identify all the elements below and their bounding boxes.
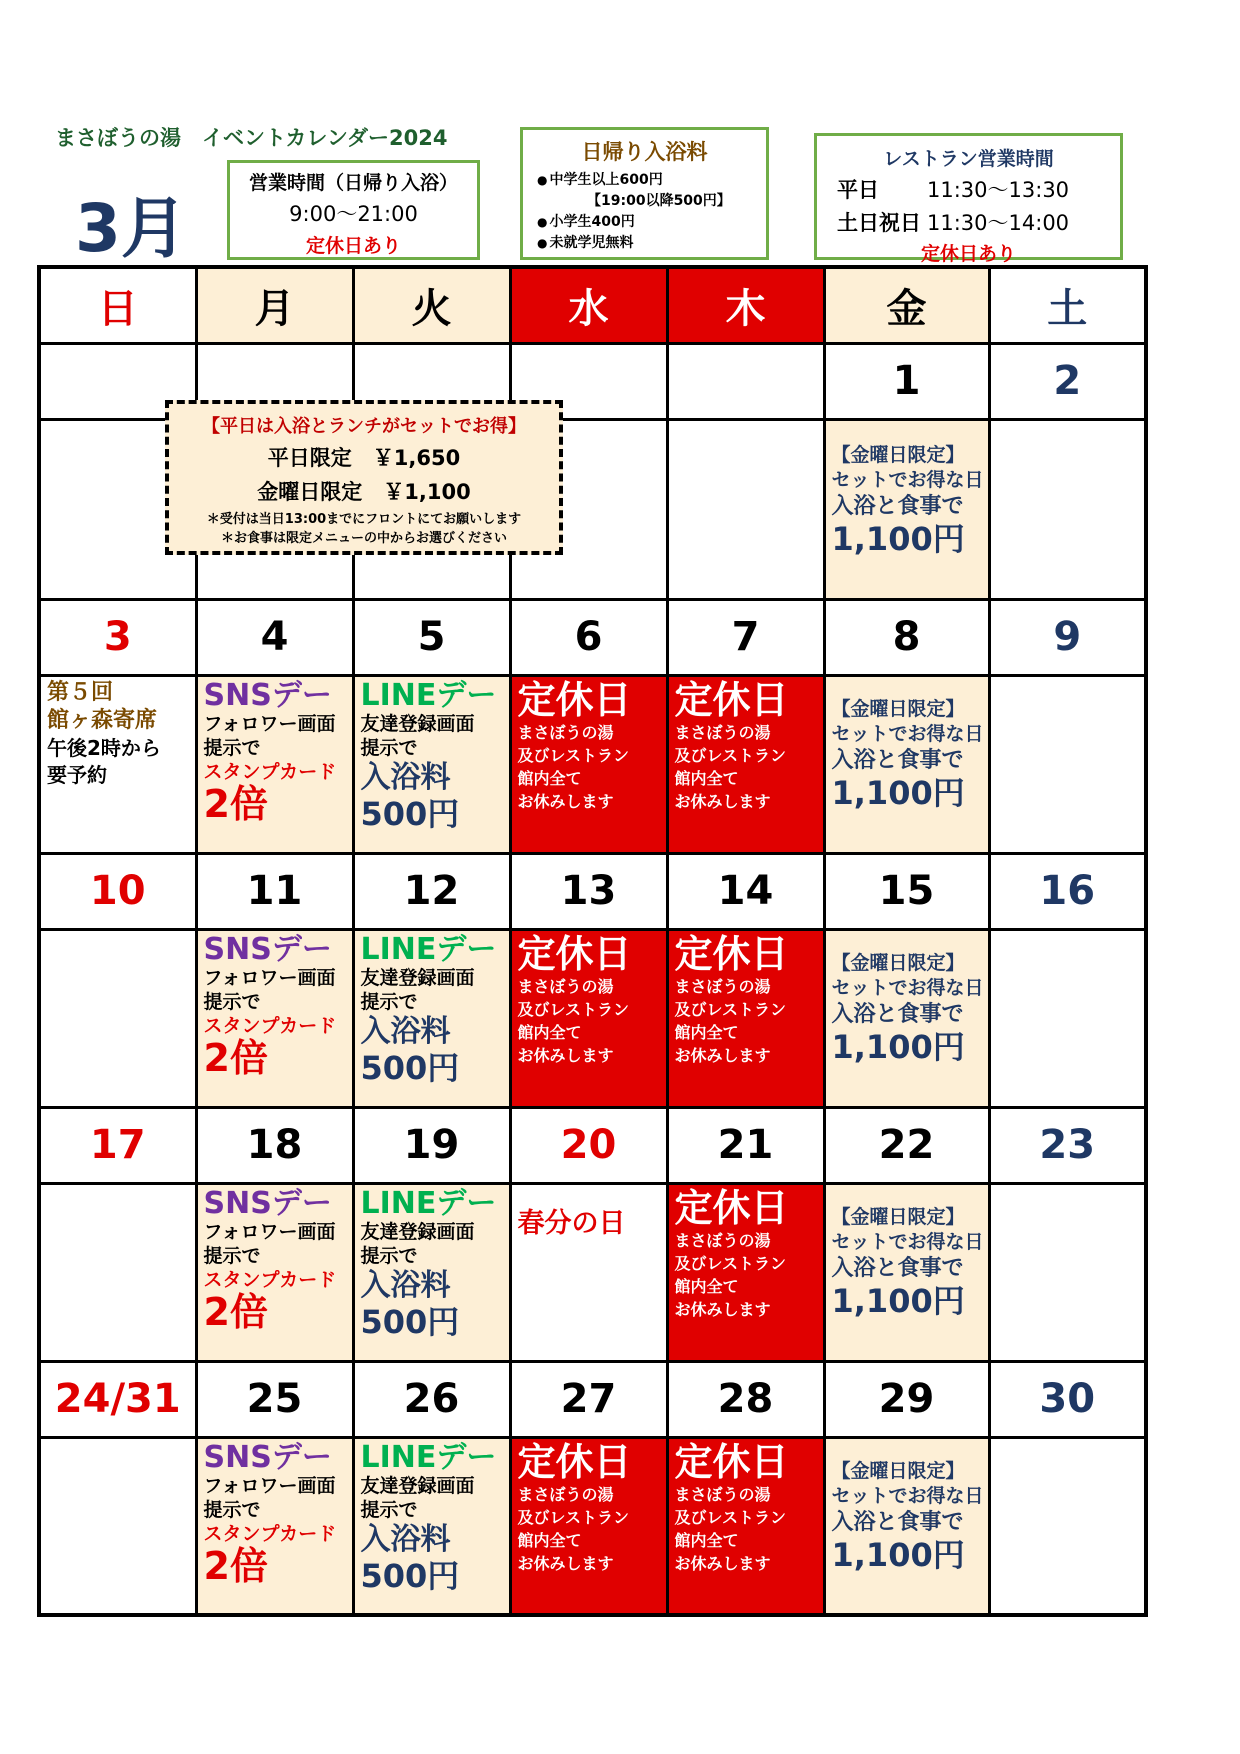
date-cell: 4 [196,599,353,675]
line-day-event: LINEデー 友達登録画面 提示で 入浴料 500円 [360,677,497,833]
date-cell: 8 [824,599,989,675]
closed-day-event: 定休日 まさぼうの湯 及びレストラン 館内全て お休みします [674,1185,789,1319]
event-cell [510,1437,667,1615]
line-day-event: LINEデー 友達登録画面 提示で 入浴料 500円 [360,1185,497,1341]
date-cell: 20 [510,1107,667,1183]
event-cell [510,1183,667,1361]
weekday-fri: 金 [824,267,989,343]
event-cell [824,1183,989,1361]
date-cell: 1 [824,343,989,419]
event-cell [39,1437,196,1615]
friday-set-event: 【金曜日限定】 セットでお得な日 入浴と食事で 1,100円 [831,443,984,558]
event-cell [667,419,824,599]
date-cell: 28 [667,1361,824,1437]
event-row [39,1437,1146,1615]
fee-item: 【19:00以降500円】 [587,193,731,209]
restaurant-hours-box [814,133,1123,265]
closed-day-event: 定休日 まさぼうの湯 及びレストラン 館内全て お休みします [517,931,632,1065]
bullet-icon: ● [537,173,548,187]
promo-weekday-price: 平日限定 ￥1,650 [267,446,461,470]
date-cell: 21 [667,1107,824,1183]
event-cell [196,1183,353,1361]
fee-title: 日帰り入浴料 [581,140,708,164]
line-day-event: LINEデー 友達登録画面 提示で 入浴料 500円 [360,1439,497,1595]
closed-day-event: 定休日 まさぼうの湯 及びレストラン 館内全て お休みします [517,1439,632,1573]
event-cell [353,929,510,1107]
date-cell: 13 [510,853,667,929]
promo-note-reception: ＊受付は当日13:00までにフロントにてお願いします [206,512,522,527]
date-cell: 10 [39,853,196,929]
event-cell [510,675,667,853]
sns-day-event: SNSデー フォロワー画面 提示で スタンプカード 2倍 [203,931,337,1080]
date-cell: 25 [196,1361,353,1437]
fee-list [523,170,766,254]
date-cell: 30 [989,1361,1146,1437]
event-cell [989,675,1146,853]
weekday-sun: 日 [39,267,196,343]
restaurant-weekend-row: 土日祝日 11:30～14:00 [837,211,1070,235]
bullet-icon: ● [537,236,548,250]
restaurant-closed-note: 定休日あり [920,243,1016,265]
event-cell [824,929,989,1107]
event-cell [196,929,353,1107]
weekday-thu: 木 [667,267,824,343]
event-row [39,929,1146,1107]
weekday-header-row [39,267,1146,343]
event-cell [353,1183,510,1361]
friday-set-event: 【金曜日限定】 セットでお得な日 入浴と食事で 1,100円 [831,1205,984,1320]
date-cell: 24/31 [39,1361,196,1437]
event-cell [353,1437,510,1615]
event-row [39,1183,1146,1361]
date-cell: 29 [824,1361,989,1437]
closed-day-event: 定休日 まさぼうの湯 及びレストラン 館内全て お休みします [517,677,632,811]
event-cell [196,1437,353,1615]
event-cell [667,1437,824,1615]
date-cell: 2 [989,343,1146,419]
yose-event: 第５回 館ヶ森寄席 午後2時から 要予約 [47,679,161,787]
date-cell: 26 [353,1361,510,1437]
event-cell [196,675,353,853]
sns-day-event: SNSデー フォロワー画面 提示で スタンプカード 2倍 [203,1185,337,1334]
date-cell: 3 [39,599,196,675]
event-cell [39,1183,196,1361]
promo-title: 【平日は入浴とランチがセットでお得】 [202,416,526,437]
date-row [39,853,1146,929]
date-cell: 14 [667,853,824,929]
friday-set-event: 【金曜日限定】 セットでお得な日 入浴と食事で 1,100円 [831,951,984,1066]
fee-item: ● 小学生400円 [537,214,635,230]
event-cell [39,675,196,853]
bullet-icon: ● [537,215,548,229]
date-cell: 15 [824,853,989,929]
weekday-mon: 月 [196,267,353,343]
event-cell [989,1437,1146,1615]
date-cell: 27 [510,1361,667,1437]
date-cell: 22 [824,1107,989,1183]
date-cell: 11 [196,853,353,929]
date-cell: 23 [989,1107,1146,1183]
date-cell: 19 [353,1107,510,1183]
event-cell [667,1183,824,1361]
event-cell [989,929,1146,1107]
date-cell: 7 [667,599,824,675]
event-cell [667,929,824,1107]
date-cell: 18 [196,1107,353,1183]
calendar-subtitle: まさぼうの湯 イベントカレンダー2024 [55,126,448,150]
restaurant-title: レストラン営業時間 [883,148,1054,170]
closed-day-event: 定休日 まさぼうの湯 及びレストラン 館内全て お休みします [674,931,789,1065]
event-cell [989,419,1146,599]
weekday-wed: 水 [510,267,667,343]
fee-item: ● 中学生以上600円 [537,172,663,188]
event-cell [824,1437,989,1615]
date-cell: 12 [353,853,510,929]
event-cell [667,675,824,853]
hours-closed-note: 定休日あり [305,235,401,257]
date-cell: 9 [989,599,1146,675]
event-cell [510,929,667,1107]
date-cell: 17 [39,1107,196,1183]
lunch-set-promo-box [165,400,563,555]
closed-day-event: 定休日 まさぼうの湯 及びレストラン 館内全て お休みします [674,1439,789,1573]
date-row [39,1107,1146,1183]
event-cell [39,929,196,1107]
fee-item: ● 未就学児無料 [537,235,634,251]
bath-fee-box [520,127,769,260]
sns-day-event: SNSデー フォロワー画面 提示で スタンプカード 2倍 [203,1439,337,1588]
line-day-event: LINEデー 友達登録画面 提示で 入浴料 500円 [360,931,497,1087]
weekday-sat: 土 [989,267,1146,343]
date-row [39,599,1146,675]
event-cell [989,1183,1146,1361]
closed-day-event: 定休日 まさぼうの湯 及びレストラン 館内全て お休みします [674,677,789,811]
weekday-tue: 火 [353,267,510,343]
event-cell [353,675,510,853]
event-cell [824,675,989,853]
hours-time: 9:00～21:00 [289,202,418,226]
promo-note-menu: ＊お食事は限定メニューの中からお選びください [220,531,507,546]
event-row [39,675,1146,853]
date-row [39,1361,1146,1437]
holiday-event: 春分の日 [517,1207,626,1239]
promo-friday-price: 金曜日限定 ￥1,100 [257,480,471,504]
business-hours-box [227,160,480,260]
friday-set-event: 【金曜日限定】 セットでお得な日 入浴と食事で 1,100円 [831,697,984,812]
date-cell [667,343,824,419]
event-cell [824,419,989,599]
date-cell: 16 [989,853,1146,929]
sns-day-event: SNSデー フォロワー画面 提示で スタンプカード 2倍 [203,677,337,826]
friday-set-event: 【金曜日限定】 セットでお得な日 入浴と食事で 1,100円 [831,1459,984,1574]
restaurant-weekday-row: 平日 11:30～13:30 [837,178,1070,202]
date-cell: 5 [353,599,510,675]
date-cell: 6 [510,599,667,675]
month-title: 3月 [75,190,187,267]
hours-title: 営業時間（日帰り入浴） [248,172,458,194]
